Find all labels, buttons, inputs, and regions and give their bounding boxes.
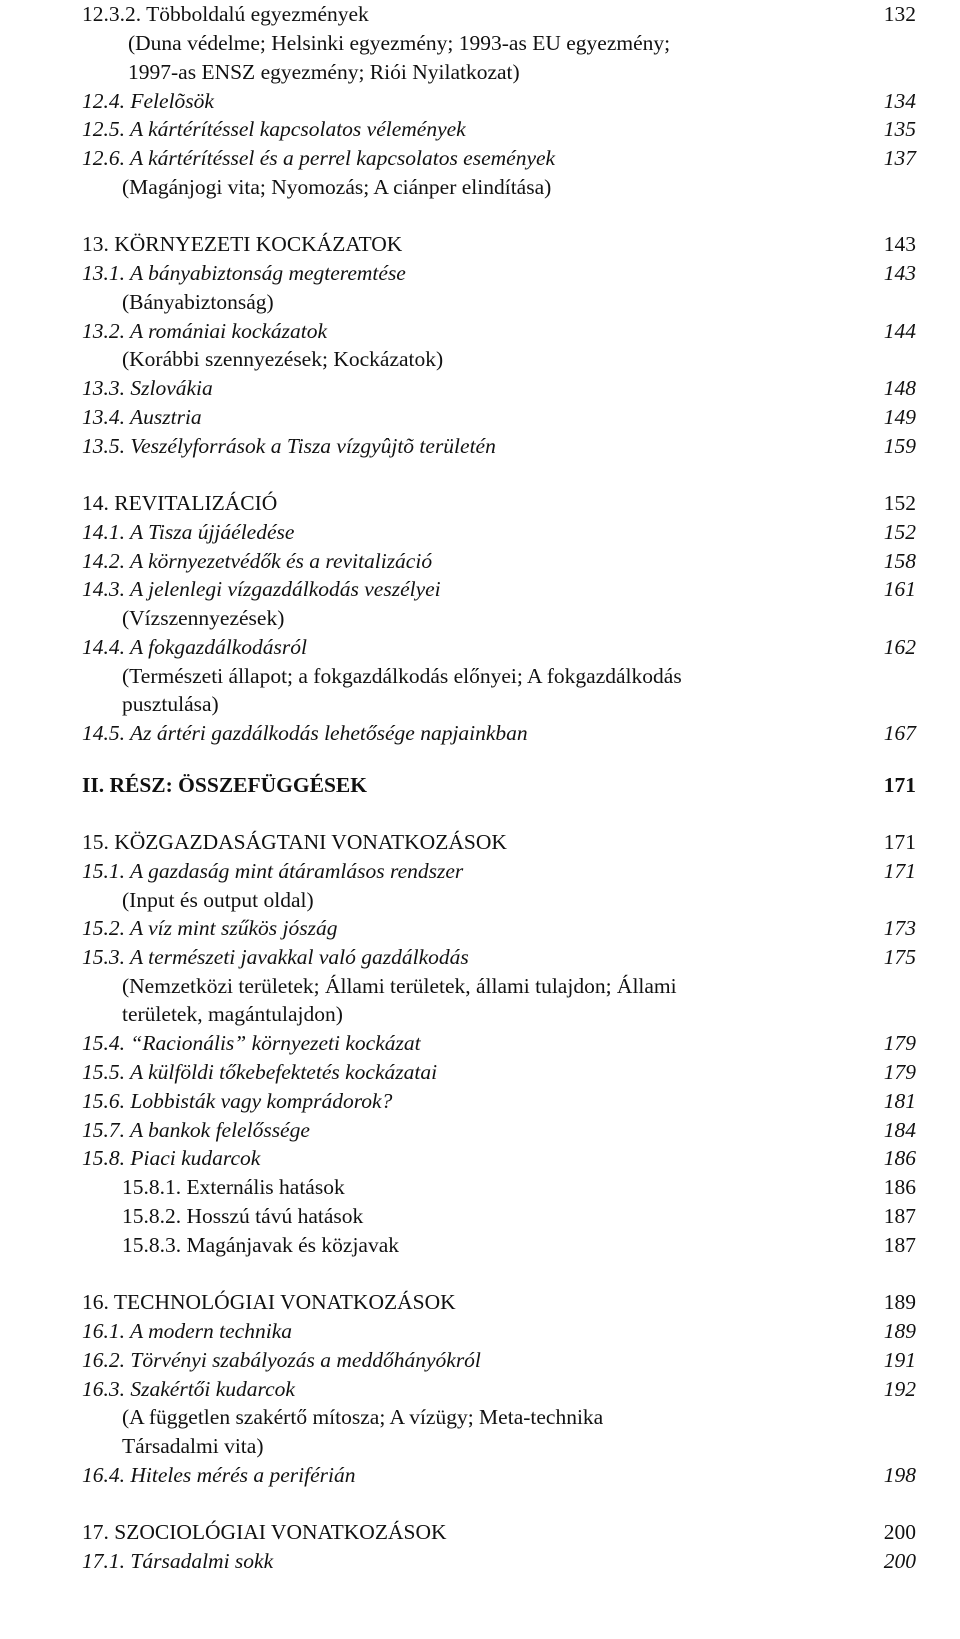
toc-entry-page-number: 134 [883, 89, 916, 113]
toc-entry-page-number: 189 [883, 1319, 916, 1343]
toc-entry [0, 1346, 960, 1375]
toc-entry-title: 12.6. A kártérítéssel és a perrel kapcsolatos események [82, 146, 556, 170]
toc-entry-title: 16.3. Szakértői kudarcok [82, 1377, 295, 1401]
toc-entry-title: 12.4. Felelõsök [82, 89, 214, 113]
toc-entry [0, 1202, 960, 1231]
toc-entry [0, 1547, 960, 1576]
toc-entry-subtitle [0, 288, 960, 317]
toc-entry-subtitle [0, 886, 960, 915]
toc-entry [0, 144, 960, 173]
toc-entry-page-number: 200 [883, 1549, 916, 1573]
toc-entry-page-number: 152 [883, 520, 916, 544]
toc-entry-title: 15.2. A víz mint szűkös jószág [82, 916, 338, 940]
toc-entry [0, 1288, 960, 1317]
toc-entry [0, 230, 960, 259]
toc-entry-title: 15.8.2. Hosszú távú hatások [122, 1204, 364, 1228]
toc-entry-page-number: 192 [883, 1377, 916, 1401]
toc-entry-subtitle [0, 690, 960, 719]
toc-entry [0, 719, 960, 748]
toc-entry [0, 633, 960, 662]
toc-entry-page-number: 184 [883, 1118, 916, 1142]
toc-entry [0, 1375, 960, 1404]
toc-entry [0, 828, 960, 857]
toc-entry-page-number: 198 [883, 1463, 916, 1487]
toc-entry-page-number: 158 [883, 549, 916, 573]
toc-entry-subtitle [0, 604, 960, 633]
toc-entry-page-number: 143 [883, 232, 916, 256]
toc-entry-title: 15.3. A természeti javakkal való gazdálkodás [82, 945, 469, 969]
toc-entry-title: 14.4. A fokgazdálkodásról [82, 635, 307, 659]
toc-entry-title: 15.6. Lobbisták vagy komprádorok? [82, 1089, 393, 1113]
toc-entry-title: 15.7. A bankok felelőssége [82, 1118, 310, 1142]
toc-entry-title: (Bányabiztonság) [122, 290, 274, 314]
toc-entry-page-number: 179 [883, 1060, 916, 1084]
toc-entry [0, 575, 960, 604]
toc-entry-title: 17. SZOCIOLÓGIAI VONATKOZÁSOK [82, 1520, 447, 1544]
toc-entry-title: 14.2. A környezetvédők és a revitalizáció [82, 549, 433, 573]
toc-entry-title: 13.4. Ausztria [82, 405, 202, 429]
toc-entry-title: 14.3. A jelenlegi vízgazdálkodás veszélyei [82, 577, 441, 601]
toc-entry [0, 0, 960, 29]
toc-entry-title: Társadalmi vita) [122, 1434, 264, 1458]
toc-entry [0, 1029, 960, 1058]
toc-entry [0, 1231, 960, 1260]
toc-entry-page-number: 137 [883, 146, 916, 170]
toc-entry-page-number: 186 [883, 1146, 916, 1170]
toc-entry-page-number: 179 [883, 1031, 916, 1055]
toc-entry [0, 1518, 960, 1547]
toc-entry-title: 14.5. Az ártéri gazdálkodás lehetősége napjainkban [82, 721, 528, 745]
toc-entry-page-number: 187 [883, 1233, 916, 1257]
toc-entry [0, 1058, 960, 1087]
toc-entry-title: 15.4. “Racionális” környezeti kockázat [82, 1031, 421, 1055]
toc-entry-title: (Input és output oldal) [122, 888, 314, 912]
toc-entry-title: 17.1. Társadalmi sokk [82, 1549, 274, 1573]
toc-entry-title: 16.1. A modern technika [82, 1319, 292, 1343]
toc-entry-title: 15.1. A gazdaság mint átáramlásos rendszer [82, 859, 464, 883]
toc-entry-subtitle [0, 1403, 960, 1432]
toc-entry-subtitle [0, 662, 960, 691]
toc-entry-subtitle [0, 345, 960, 374]
toc-entry-page-number: 187 [883, 1204, 916, 1228]
toc-entry [0, 259, 960, 288]
toc-entry [0, 771, 960, 800]
toc-entry-title: (Nemzetközi területek; Állami területek, állami tulajdon; Állami [122, 974, 677, 998]
toc-entry-title: 15.8.3. Magánjavak és közjavak [122, 1233, 400, 1257]
toc-entry-title: (Magánjogi vita; Nyomozás; A ciánper elindítása) [122, 175, 552, 199]
toc-entry-page-number: 162 [883, 635, 916, 659]
toc-entry [0, 518, 960, 547]
toc-entry [0, 943, 960, 972]
toc-entry [0, 1144, 960, 1173]
toc-entry-subtitle [0, 1432, 960, 1461]
toc-entry-title: 16.2. Törvényi szabályozás a meddőhányókról [82, 1348, 481, 1372]
toc-entry-subtitle [0, 173, 960, 202]
toc-entry [0, 1461, 960, 1490]
toc-entry-page-number: 161 [883, 577, 916, 601]
toc-entry-page-number: 173 [883, 916, 916, 940]
toc-entry [0, 1173, 960, 1202]
toc-entry [0, 374, 960, 403]
toc-entry-page-number: 132 [883, 2, 916, 26]
toc-entry-page-number: 152 [883, 491, 916, 515]
toc-entry-page-number: 144 [883, 319, 916, 343]
toc-entry-page-number: 186 [883, 1175, 916, 1199]
toc-entry-title: 1997-as ENSZ egyezmény; Riói Nyilatkozat) [128, 60, 520, 84]
toc-entry-title: (Természeti állapot; a fokgazdálkodás előnyei; A fokgazdálkodás [122, 664, 682, 688]
toc-entry-title: 13.2. A romániai kockázatok [82, 319, 328, 343]
toc-entry [0, 432, 960, 461]
toc-entry [0, 857, 960, 886]
toc-entry-page-number: 189 [883, 1290, 916, 1314]
toc-entry [0, 1087, 960, 1116]
toc-entry-title: 15.8.1. Externális hatások [122, 1175, 345, 1199]
toc-entry-title: 16.4. Hiteles mérés a periférián [82, 1463, 356, 1487]
toc-entry-title: 16. TECHNOLÓGIAI VONATKOZÁSOK [82, 1290, 456, 1314]
toc-entry [0, 317, 960, 346]
toc-entry [0, 1317, 960, 1346]
toc-entry-title: 15.8. Piaci kudarcok [82, 1146, 261, 1170]
toc-entry-page-number: 200 [883, 1520, 916, 1544]
toc-entry-subtitle [0, 972, 960, 1001]
toc-entry-page-number: 135 [883, 117, 916, 141]
toc-entry-title: 12.3.2. Többoldalú egyezmények [82, 2, 369, 26]
toc-entry-title: 15.5. A külföldi tőkebefektetés kockázatai [82, 1060, 438, 1084]
toc-entry [0, 547, 960, 576]
toc-entry-page-number: 143 [883, 261, 916, 285]
toc-entry-title: 15. KÖZGAZDASÁGTANI VONATKOZÁSOK [82, 830, 507, 854]
toc-entry-title: (Vízszennyezések) [122, 606, 285, 630]
toc-entry-page-number: 149 [883, 405, 916, 429]
toc-entry-page-number: 175 [883, 945, 916, 969]
toc-entry-page-number: 167 [883, 721, 916, 745]
toc-entry-page-number: 191 [883, 1348, 916, 1372]
toc-entry-page-number: 171 [883, 859, 916, 883]
toc-entry-page-number: 171 [883, 830, 916, 854]
toc-entry-title: 12.5. A kártérítéssel kapcsolatos vélemények [82, 117, 466, 141]
toc-entry-title: (A független szakértő mítosza; A vízügy; Meta-technika [122, 1405, 604, 1429]
toc-entry [0, 403, 960, 432]
toc-entry-page-number: 148 [883, 376, 916, 400]
toc-entry-title: (Korábbi szennyezések; Kockázatok) [122, 347, 444, 371]
toc-entry-page-number: 181 [883, 1089, 916, 1113]
toc-entry-page-number: 159 [883, 434, 916, 458]
toc-entry-title: területek, magántulajdon) [122, 1002, 343, 1026]
toc-entry [0, 489, 960, 518]
toc-entry-subtitle [0, 58, 960, 87]
toc-entry-subtitle [0, 29, 960, 58]
toc-entry [0, 87, 960, 116]
toc-entry-title: 14.1. A Tisza újjáéledése [82, 520, 295, 544]
toc-entry-title: 13. KÖRNYEZETI KOCKÁZATOK [82, 232, 403, 256]
toc-entry-title: 13.3. Szlovákia [82, 376, 213, 400]
toc-entry-title: 13.1. A bányabiztonság megteremtése [82, 261, 406, 285]
toc-entry-title: 14. REVITALIZÁCIÓ [82, 491, 278, 515]
toc-entry [0, 914, 960, 943]
toc-entry [0, 1116, 960, 1145]
toc-entry-subtitle [0, 1000, 960, 1029]
toc-entry-title: 13.5. Veszélyforrások a Tisza vízgyûjtõ területén [82, 434, 496, 458]
toc-entry-title: (Duna védelme; Helsinki egyezmény; 1993-as EU egyezmény; [128, 31, 671, 55]
toc-entry-page-number: 171 [883, 773, 916, 797]
toc-entry [0, 115, 960, 144]
toc-entry-title: II. RÉSZ: ÖSSZEFÜGGÉSEK [82, 773, 367, 797]
toc-entry-title: pusztulása) [122, 692, 219, 716]
